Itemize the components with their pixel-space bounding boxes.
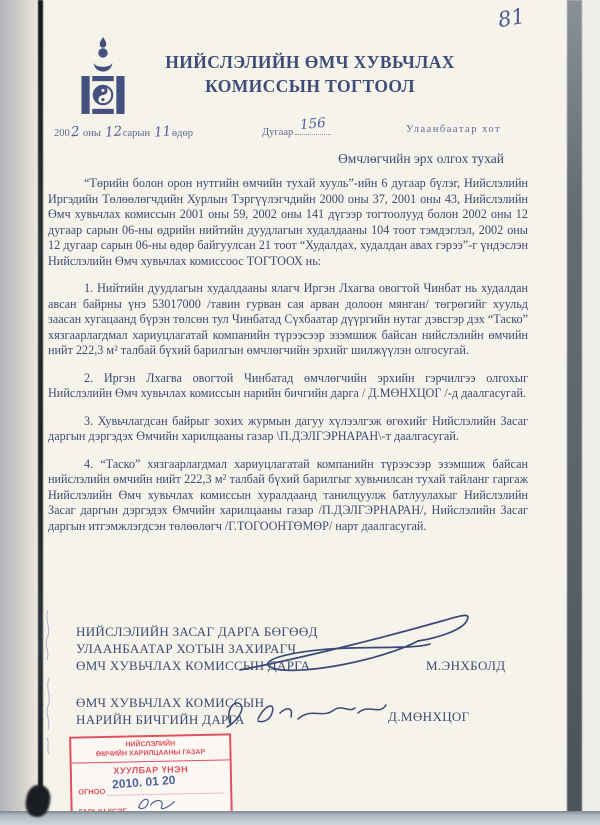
year-handwritten: 2: [70, 123, 81, 141]
secretary-signature-icon: [222, 696, 390, 732]
resolution-paragraph-2: 2. Иргэн Лхагва овогтой Чинбатад өмчлөгчийн эрхийн гэрчилгээ олгохыг Нийслэлийн Өмч хувьчлах комиссын нарийн бичгийн дарга / Д.МӨНХЦОГ /-д даалгасугай.: [48, 370, 528, 400]
binding-spine: [38, 0, 43, 813]
stamp-date-handwritten: 2010. 01 20: [111, 772, 176, 792]
title-line-1: НИЙСЛЭЛИЙН ӨМЧ ХУВЬЧЛАХ: [165, 52, 455, 72]
day-handwritten: 11: [153, 123, 172, 141]
scan-right-margin: [582, 0, 600, 812]
meta-line: [0, 114, 600, 141]
page-number-handwritten: 81: [496, 3, 527, 33]
chairman-name: М.ЭНХБОЛД: [426, 658, 506, 673]
document-date: 2002 оны 12сарын 11өдөр: [54, 123, 193, 141]
scan-right-shadow: [567, 0, 582, 812]
stamp-certified-label: ХУУЛБАР ҮНЭН: [113, 764, 189, 776]
document-title: [145, 50, 475, 98]
month-handwritten: 12: [103, 123, 123, 141]
preamble: “Төрийн болон орон нутгийн өмчийн тухай хууль”-ийн 6 дугаар бүлэг, Нийслэлийн Иргэдийн Төлөөлөгчдийн Хурлын Тэргүүлэгчдийн 2000 оны 37, 2001 оны 43, Нийслэлийн Өмч хувьчлах комиссын 2001 оны 59, 2002 оны 141 дүгээр тогтоолууд болон 2002 оны 12 дугаар сарын 06-ны өдрийн нийтийн дуудлагын худалдааны 104 тоот тэмдэглэл, 2002 оны 12 дугаар сарын 06-ны өдөр байгуулсан 21 тоот “Худалдах, худалдан авах гэрээ”-г үндэслэн Нийслэлийн Өмч хувьчлах комиссоос ТОГТООХ нь:: [48, 176, 528, 268]
resolution-paragraph-4: 4. “Таско” хязгаарлагдмал хариуцлагатай компанийн түрээсээр эзэмшиж байсан нийслэлийн өмчийн нийт 222,3 м² талбай бүхий барилгыг хувьчилсан тухай тайланг гаргаж Нийслэлийн Өмч хувьчлах комиссын хуралдаанд танилцуулж батлуулахыг Нийслэлийн Засаг даргын дэргэдэх Өмчийн харилцааны газар /П.ДЭЛГЭРНАРАН/, Нийслэлийн Засаг даргын итгэмжлэгдсэн төлөөлөгч /Г.ТОГООНТӨМӨР/ нарт даалгасугай.: [48, 456, 528, 533]
resolution-paragraph-1: 1. Нийтийн дуудлагын худалдааны ялагч Иргэн Лхагва овогтой Чинбат нь худалдан авсан байрны үнэ 53017000 /тавин гурван сая арван долоон мянган/ төгрөгийг хуульд заасан хугацаанд бүрэн төлсөн тул Чинбатад Сүхбаатар дүүргийн нутаг дэвсгэр дэх “Таско” хязгаарлагдмал хариуцлагатай компанийн түрээсээр эзэмшиж байсан нийслэлийн өмчийн нийт 222,3 м² талбай бүхий барилгын өмчлөгчийн эрхийг шилжүүлэн олгосугай.: [48, 281, 528, 357]
stamp-date-row: ОГНОО 2010. 01 20: [78, 780, 224, 796]
number-handwritten: 156: [299, 114, 327, 134]
title-line-2: КОМИССЫН ТОГТООЛ: [205, 76, 415, 96]
document-body: [48, 176, 528, 546]
chairman-signature-icon: [232, 608, 482, 686]
stamp-signature-icon: [134, 793, 180, 812]
secretary-name: Д.МӨНХЦОГ: [388, 709, 470, 724]
soyombo-emblem-icon: [72, 36, 134, 121]
city-label: Улаанбаатар хот: [406, 124, 502, 135]
resolution-paragraph-3: 3. Хувьчлагдсан байрыг зохих журмын дагуу хүлээлгэж өгөхийг Нийслэлийн Засаг даргын дэргэдэх Өмчийн харилцааны газар \П.ДЭЛГЭРНАРАН\-т даалгасугай.: [48, 413, 528, 443]
document-number: Дугаар 156: [262, 124, 331, 138]
stamp-organization: НИЙСЛЭЛИЙН ӨМЧИЙН ХАРИЛЦААНЫ ГАЗАР: [71, 735, 229, 763]
scan-bottom-edge: [0, 811, 600, 825]
signature-block-chairman: НИЙСЛЭЛИЙН ЗАСАГ ДАРГА БӨГӨӨД УЛААНБААТАР ХОТЫН ЗАХИРАГЧ ӨМЧ ХУВЬЧЛАХ КОМИССЫН ДАРГА: [76, 624, 318, 673]
subject-line: Өмчлөгчийн эрх олгох тухай: [338, 151, 504, 166]
signature-block-secretary: ӨМЧ ХУВЬЧЛАХ КОМИССЫН НАРИЙН БИЧГИЙН ДАРГА: [76, 695, 265, 727]
